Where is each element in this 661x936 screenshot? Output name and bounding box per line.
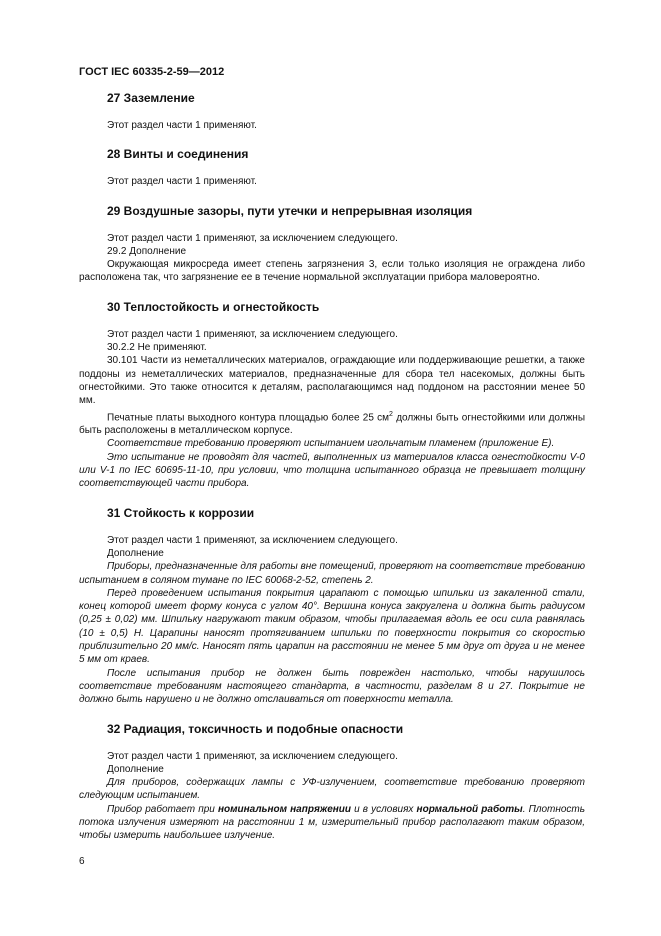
- paragraph: 29.2 Дополнение: [107, 245, 187, 257]
- italic-paragraph: Приборы, предназначенные для работы вне помещений, проверяют на соответствие требованию испытанием в соляном тумане по IEC 60068-2-52, степень 2.: [79, 561, 585, 586]
- paragraph: [79, 408, 585, 438]
- section-28-title: 28 Винты и соединения: [107, 147, 249, 162]
- italic-paragraph: Для приборов, содержащих лампы с УФ-излучением, соответствие требованию проверяют следующим испытанием.: [79, 777, 585, 802]
- section-27: [79, 90, 585, 132]
- text-span: Прибор работает при: [107, 803, 218, 815]
- section-29-title: 29 Воздушные зазоры, пути утечки и непрерывная изоляция: [107, 203, 473, 218]
- bold-term: нормальной работы: [416, 803, 523, 815]
- section-30-title: 30 Теплостойкость и огнестойкость: [107, 299, 320, 314]
- paragraph: Окружающая микросреда имеет степень загрязнения 3, если только изоляция не ограждена либо расположена так, что загрязнение ее в течение нормальной эксплуатации прибора маловероятно.: [79, 259, 585, 284]
- italic-paragraph: Это испытание не проводят для частей, выполненных из материалов класса огнестойкости V-0 или V-1 по IEC 60695-11-10, при условии, что толщина испытанного образца не превышает толщину соответствующей части прибора.: [79, 451, 585, 490]
- italic-paragraph: Перед проведением испытания покрытия царапают с помощью шпильки из закаленной стали, конец которой имеет форму конуса с углом 40°. Вершина конуса закруглена и должна быть радиусом (0,25 ± 0,02) мм. Шпильку нагружают таким образом, чтобы прилагаемая вдоль ее оси сила равнялась (10 ± 0,5) Н. Царапины наносят протягиванием шпильки по поверхности покрытия со скоростью приблизительно 20 мм/с. Наносят пять царапин на расстоянии не менее 5 мм друг от друга и не менее 5 мм от краев.: [79, 587, 585, 666]
- text-span: . Плотность потока излучения измеряют на расстоянии 1 м, измерительный прибор располагают таким образом, чтобы измерить наибольшее излучение.: [79, 803, 586, 842]
- paragraph: Этот раздел части 1 применяют.: [107, 176, 257, 188]
- section-30: [79, 299, 585, 491]
- section-27-title: 27 Заземление: [107, 91, 195, 105]
- paragraph: Этот раздел части 1 применяют, за исключением следующего.: [107, 750, 398, 762]
- italic-paragraph: После испытания прибор не должен быть поврежден настолько, чтобы нарушилось соответствие требованиям настоящего стандарта, в частности, разделам 8 и 27. Покрытие не должно быть нарушено и не должно отслаиваться от поверхности металла.: [79, 667, 585, 706]
- section-31-title: 31 Стойкость к коррозии: [107, 505, 255, 520]
- paragraph: 30.2.2 Не применяют.: [107, 342, 207, 354]
- page-content: [79, 90, 585, 857]
- section-32-title: 32 Радиация, токсичность и подобные опасности: [107, 721, 404, 736]
- superscript: 2: [389, 410, 393, 418]
- section-28: [79, 146, 585, 188]
- text-span: должны быть огнестойкими или должны быть расположены в металлическом корпусе.: [79, 411, 586, 437]
- paragraph: 30.101 Части из неметаллических материалов, ограждающие или поддерживающие решетки, а также поддоны из неметаллических материалов, предназначенные для сбора тел насекомых, должны быть огнестойкими. Это также относится к деталям, располагающимся над поддоном на расстоянии менее 50 мм.: [79, 355, 585, 407]
- paragraph: Этот раздел части 1 применяют, за исключением следующего.: [107, 232, 398, 244]
- paragraph: Дополнение: [107, 763, 164, 775]
- paragraph: Этот раздел части 1 применяют, за исключением следующего.: [107, 534, 398, 546]
- paragraph: Этот раздел части 1 применяют, за исключением следующего.: [107, 328, 398, 340]
- text-span: и в условиях: [351, 803, 417, 815]
- italic-paragraph: Соответствие требованию проверяют испытанием игольчатым пламенем (приложение Е).: [107, 438, 555, 450]
- paragraph: Этот раздел части 1 применяют.: [107, 120, 257, 131]
- bold-term: номинальном напряжении: [217, 803, 352, 815]
- paragraph: Дополнение: [107, 547, 164, 559]
- section-29: [79, 203, 585, 285]
- section-32: [79, 721, 585, 843]
- page-number: 6: [79, 856, 85, 867]
- text-span: Печатные платы выходного контура площадью более 25 см: [107, 411, 390, 423]
- section-31: [79, 505, 585, 707]
- document-header: ГОСТ IEC 60335-2-59—2012: [79, 66, 225, 78]
- italic-paragraph: [79, 803, 585, 843]
